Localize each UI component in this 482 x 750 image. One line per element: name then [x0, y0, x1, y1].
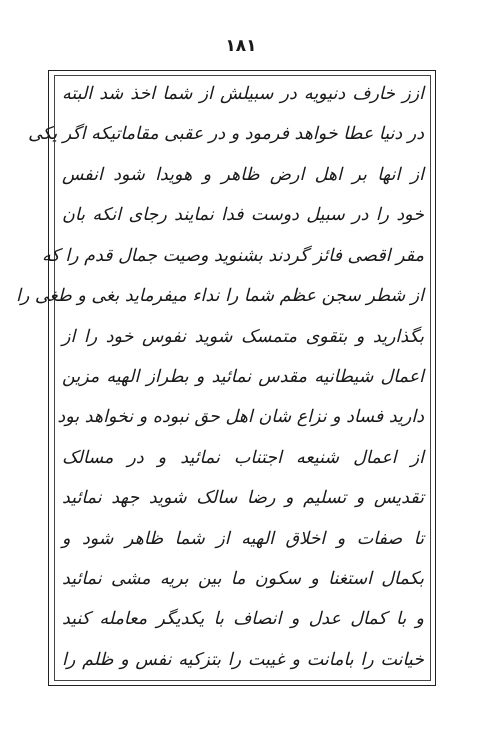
text-line: از اعمال شنیعه اجتناب نمائید و در مسالک: [62, 447, 424, 468]
text-line: و با کمال عدل و انصاف با یکدیگر معامله کنید: [62, 609, 424, 630]
text-line: ازز خارف دنیویه در سبیلش از شما اخذ شد البته: [62, 84, 424, 104]
page-number: ۱۸۱: [225, 36, 257, 56]
text-line: خود را در سبیل دوست فدا نمایند رجای انکه بان: [62, 205, 424, 226]
text-line: از انها بر اهل ارض ظاهر و هویدا شود انفس: [62, 164, 424, 185]
text-line: از شطر سجن عظم شما را نداء میفرماید بغی و طغی را: [15, 286, 424, 307]
text-block: [15, 78, 424, 676]
text-line: خیانت را بامانت و غیبت را بتزکیه نفس و ظلم را: [62, 649, 424, 670]
text-line: بگذارید و بتقوی متمسک شوید نفوس خود را از: [62, 326, 424, 347]
text-line: مقر اقصی فائز گردند بشنوید وصیت جمال قدم را که: [41, 245, 424, 266]
text-line: بکمال استغنا و سکون ما بین بریه مشی نمائید: [62, 569, 424, 590]
text-line: تقدیس و تسلیم و رضا سالک شوید جهد نمائید: [62, 488, 424, 509]
text-line: در دنیا عطا خواهد فرمود و در عقبی مقاماتیکه اگر یکی: [28, 124, 424, 145]
text-line: اعمال شیطانیه مقدس نمائید و بطراز الهیه مزین: [62, 366, 424, 387]
text-line: تا صفات و اخلاق الهیه از شما ظاهر شود و: [62, 528, 424, 549]
text-line: دارید فساد و نزاع شان اهل حق نبوده و نخواهد بود: [57, 407, 424, 428]
